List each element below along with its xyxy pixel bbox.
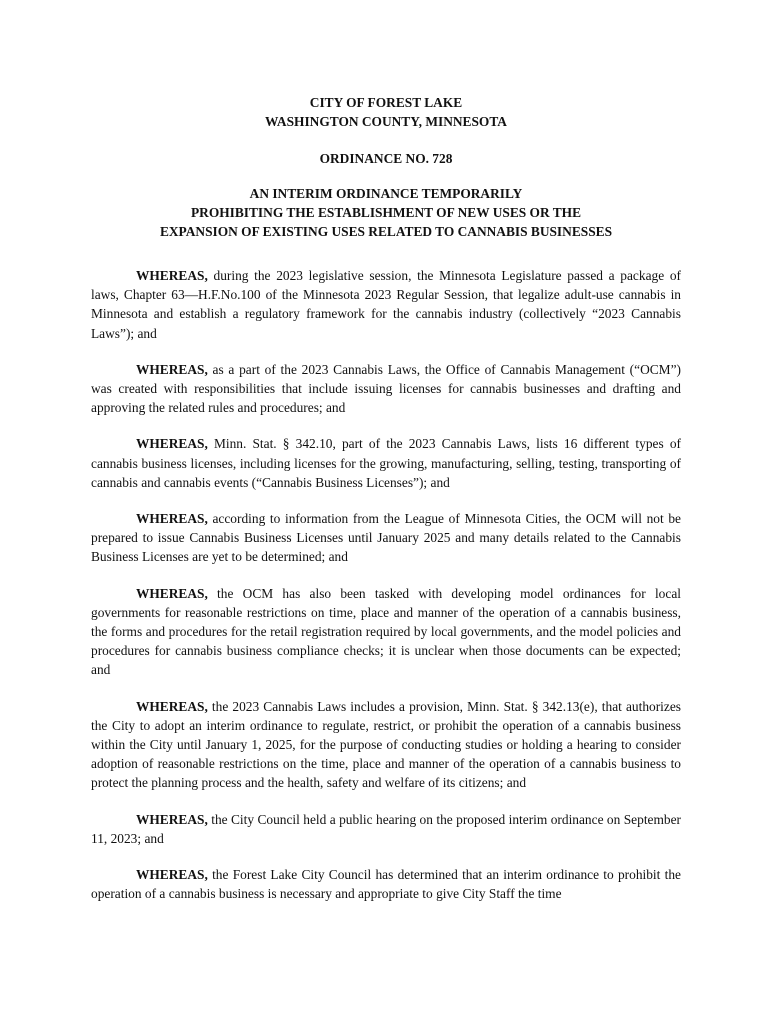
recital-paragraph	[91, 810, 681, 848]
recital-lead: WHEREAS,	[136, 436, 208, 452]
ordinance-title	[91, 184, 681, 241]
recital-paragraph	[91, 509, 681, 567]
recital-text: the 2023 Cannabis Laws includes a provision, Minn. Stat. § 342.13(e), that authorizes the City to adopt an interim ordinance to regulate, restrict, or prohibit the operation of a cannabis business within the City until January 1, 2025, for the purpose of conducting studies or holding a hearing to consider adoption of reasonable restrictions on the time, place and manner of the operation of a cannabis business to protect the planning process and the health, safety and welfare of its citizens; and	[91, 698, 681, 791]
recital-lead: WHEREAS,	[136, 867, 208, 883]
document-header	[91, 93, 681, 131]
recital-text: the OCM has also been tasked with developing model ordinances for local governments for reasonable restrictions on time, place and manner of the operation of a cannabis business, the forms and procedures for the retail registration required by local governments, and the model policies and procedures for cannabis business compliance checks; it is unclear when those documents can be expected; and	[91, 585, 681, 678]
ordinance-number	[91, 149, 681, 168]
recital-lead: WHEREAS,	[136, 361, 208, 377]
recital-paragraph	[91, 584, 681, 680]
recital-paragraph	[91, 697, 681, 793]
recital-paragraph	[91, 266, 681, 343]
ordinance-number-text: ORDINANCE NO. 728	[319, 151, 453, 166]
county-name: WASHINGTON COUNTY, MINNESOTA	[265, 114, 507, 129]
title-line: EXPANSION OF EXISTING USES RELATED TO CANNABIS BUSINESSES	[159, 224, 613, 239]
recital-lead: WHEREAS,	[136, 585, 208, 601]
recital-lead: WHEREAS,	[136, 811, 208, 827]
recital-text: according to information from the League of Minnesota Cities, the OCM will not be prepared to issue Cannabis Business Licenses until January 2025 and many details related to the Cannabis Business Licenses are yet to be determined; and	[91, 511, 681, 565]
recital-paragraph	[91, 865, 681, 903]
recital-lead: WHEREAS,	[136, 511, 208, 527]
recital-paragraph	[91, 434, 681, 492]
recital-paragraph	[91, 360, 681, 418]
recitals	[91, 266, 681, 903]
recital-text: as a part of the 2023 Cannabis Laws, the Office of Cannabis Management (“OCM”) was created with responsibilities that include issuing licenses for cannabis businesses and drafting and approving the related rules and procedures; and	[91, 361, 681, 416]
recital-lead: WHEREAS,	[136, 698, 208, 714]
recital-text: the City Council held a public hearing on the proposed interim ordinance on September 11, 2023; and	[91, 811, 681, 846]
recital-lead: WHEREAS,	[136, 268, 208, 283]
recital-text: Minn. Stat. § 342.10, part of the 2023 Cannabis Laws, lists 16 different types of cannabis business licenses, including licenses for the growing, manufacturing, selling, testing, transporting of cannabis and cannabis events (“Cannabis Business Licenses”); and	[91, 436, 681, 490]
recital-text: during the 2023 legislative session, the Minnesota Legislature passed a package of laws, Chapter 63—H.F.No.100 of the Minnesota 2023 Regular Session, that legalize adult-use cannabis in Minnesota and establish a regulatory framework for the cannabis industry (collectively “2023 Cannabis Laws”); and	[91, 268, 681, 341]
title-line: AN INTERIM ORDINANCE TEMPORARILY	[249, 186, 523, 201]
document-page	[91, 93, 681, 920]
city-name: CITY OF FOREST LAKE	[309, 95, 463, 110]
title-line: PROHIBITING THE ESTABLISHMENT OF NEW USES OR THE	[190, 205, 582, 220]
recital-text: the Forest Lake City Council has determined that an interim ordinance to prohibit the operation of a cannabis business is necessary and appropriate to give City Staff the time	[91, 867, 681, 902]
